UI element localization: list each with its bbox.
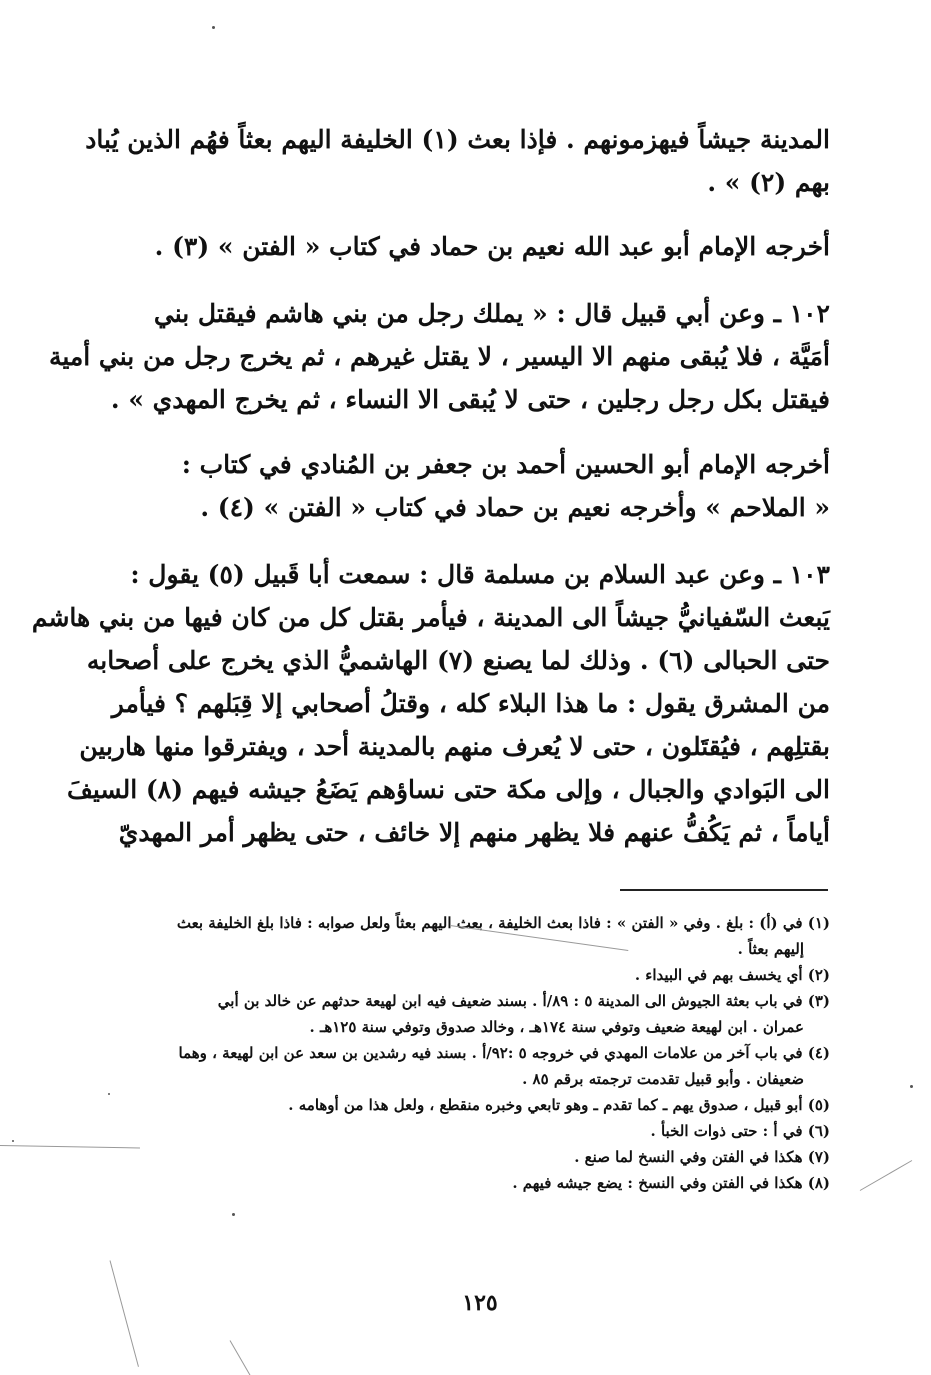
scan-speck	[910, 1085, 913, 1088]
scan-scratch	[230, 1340, 251, 1375]
footnote-5: (٥) أبو قبيل ، صدوق يهم ـ كما تقدم ـ وهو تابعي وخبره منقطع ، ولعل هذا من أوهامه .	[288, 1096, 830, 1114]
text-line: « الملاحم » وأخرجه نعيم بن حماد في كتاب « الفتن » (٤) .	[200, 493, 830, 522]
page-number: ١٢٥	[462, 1290, 498, 1316]
scan-scratch	[860, 1160, 912, 1191]
text-line: الى البَوادي والجبال ، وإلى مكة حتى نساؤهم يَضَعُ جيشه فيهم (٨) السيفَ	[66, 775, 830, 804]
footnote-3-continuation: عمران . ابن لهيعة ضعيف وتوفي سنة ١٧٤هـ ، وخالد صدوق وتوفي سنة ١٢٥هـ .	[309, 1018, 804, 1036]
scan-speck	[212, 26, 215, 29]
text-line: يَبعث السّفيانيُّ جيشاً الى المدينة ، فيأمر بقتل كل من كان فيها من بني هاشم	[31, 603, 830, 632]
footnote-8: (٨) هكذا في الفتن وفي النسخ : يضع جيشه فيهم .	[512, 1174, 830, 1192]
footnote-4: (٤) في باب آخر من علامات المهدي في خروجه ٥ :٩٢/أ . بسند فيه رشدين بن سعد عن ابن لهيعة ، وهما	[178, 1044, 830, 1062]
footnote-1: (١) في (أ) : بلغ . وفي « الفتن » : فاذا بعث الخليفة ، بعث اليهم بعثاً ولعل صوابه : فاذا بلغ الخليفة بعث	[176, 914, 830, 932]
text-line: المدينة جيشاً فيهزمونهم . فإذا بعث (١) الخليفة اليهم بعثاً فهُم الذين يُباد	[85, 125, 830, 154]
scan-scratch	[110, 1260, 139, 1367]
text-line: ١٠٣ ـ وعن عبد السلام بن مسلمة قال : سمعت أبا قَبيل (٥) يقول :	[130, 560, 830, 589]
text-line: من المشرق يقول : ما هذا البلاء كله ، وقتلُ أصحابي إلا قِبَلهم ؟ فيأمر	[111, 689, 830, 718]
text-line: أخرجه الإمام أبو عبد الله نعيم بن حماد في كتاب « الفتن » (٣) .	[154, 232, 830, 261]
footnote-4-continuation: ضعيفان . وأبو قبيل تقدمت ترجمته برقم ٨٥ .	[522, 1070, 804, 1088]
footnotes	[140, 910, 830, 1196]
text-line: أياماً ، ثم يَكُفُّ عنهم فلا يظهر منهم إلا خائف ، حتى يظهر أمر المهديّ	[118, 818, 830, 847]
footnote-3: (٣) في باب بعثة الجيوش الى المدينة ٥ : ٨٩/أ . بسند ضعيف فيه ابن لهيعة حدثهم عن خالد بن أبي	[217, 992, 830, 1010]
scan-speck	[232, 1213, 235, 1216]
footnote-separator	[620, 889, 828, 891]
scan-speck	[12, 1140, 14, 1142]
footnote-6: (٦) في أ : حتى ذوات الخبأ .	[650, 1122, 830, 1140]
hadith-103-paragraph	[31, 553, 830, 854]
text-line: فيقتل بكل رجل رجلين ، حتى لا يُبقى الا النساء ، ثم يخرج المهدي » .	[110, 385, 830, 414]
scan-scratch	[0, 1145, 140, 1148]
scan-speck	[108, 1093, 110, 1095]
footnote-7: (٧) هكذا في الفتن وفي النسخ لما صنع .	[574, 1148, 830, 1166]
paragraph-continuation	[85, 118, 830, 204]
hadith-102-paragraph	[48, 292, 830, 421]
text-line: ١٠٢ ـ وعن أبي قبيل قال : « يملك رجل من بني هاشم فيقتل بني	[153, 299, 830, 328]
citation-paragraph	[138, 443, 830, 529]
text-line: بقتلِهم ، فيُقتَلون ، حتى لا يُعرف منهم بالمدينة أحد ، ويفترقوا منها هاربين	[79, 732, 830, 761]
citation-paragraph	[138, 225, 830, 268]
text-line: أمَيَّة ، فلا يُبقى منهم الا اليسير ، لا يقتل غيرهم ، ثم يخرج رجل من بني أمية	[48, 342, 830, 371]
footnote-2: (٢) أي يخسف بهم في البيداء .	[634, 966, 830, 984]
text-line: بهم (٢) » .	[707, 168, 830, 197]
text-line: أخرجه الإمام أبو الحسين أحمد بن جعفر بن المُنادي في كتاب :	[181, 450, 830, 479]
footnote-1-continuation: إليهم بعثاً .	[737, 940, 804, 958]
text-line: حتى الحبالى (٦) . وذلك لما يصنع (٧) الهاشميُّ الذي يخرج على أصحابه	[86, 646, 830, 675]
